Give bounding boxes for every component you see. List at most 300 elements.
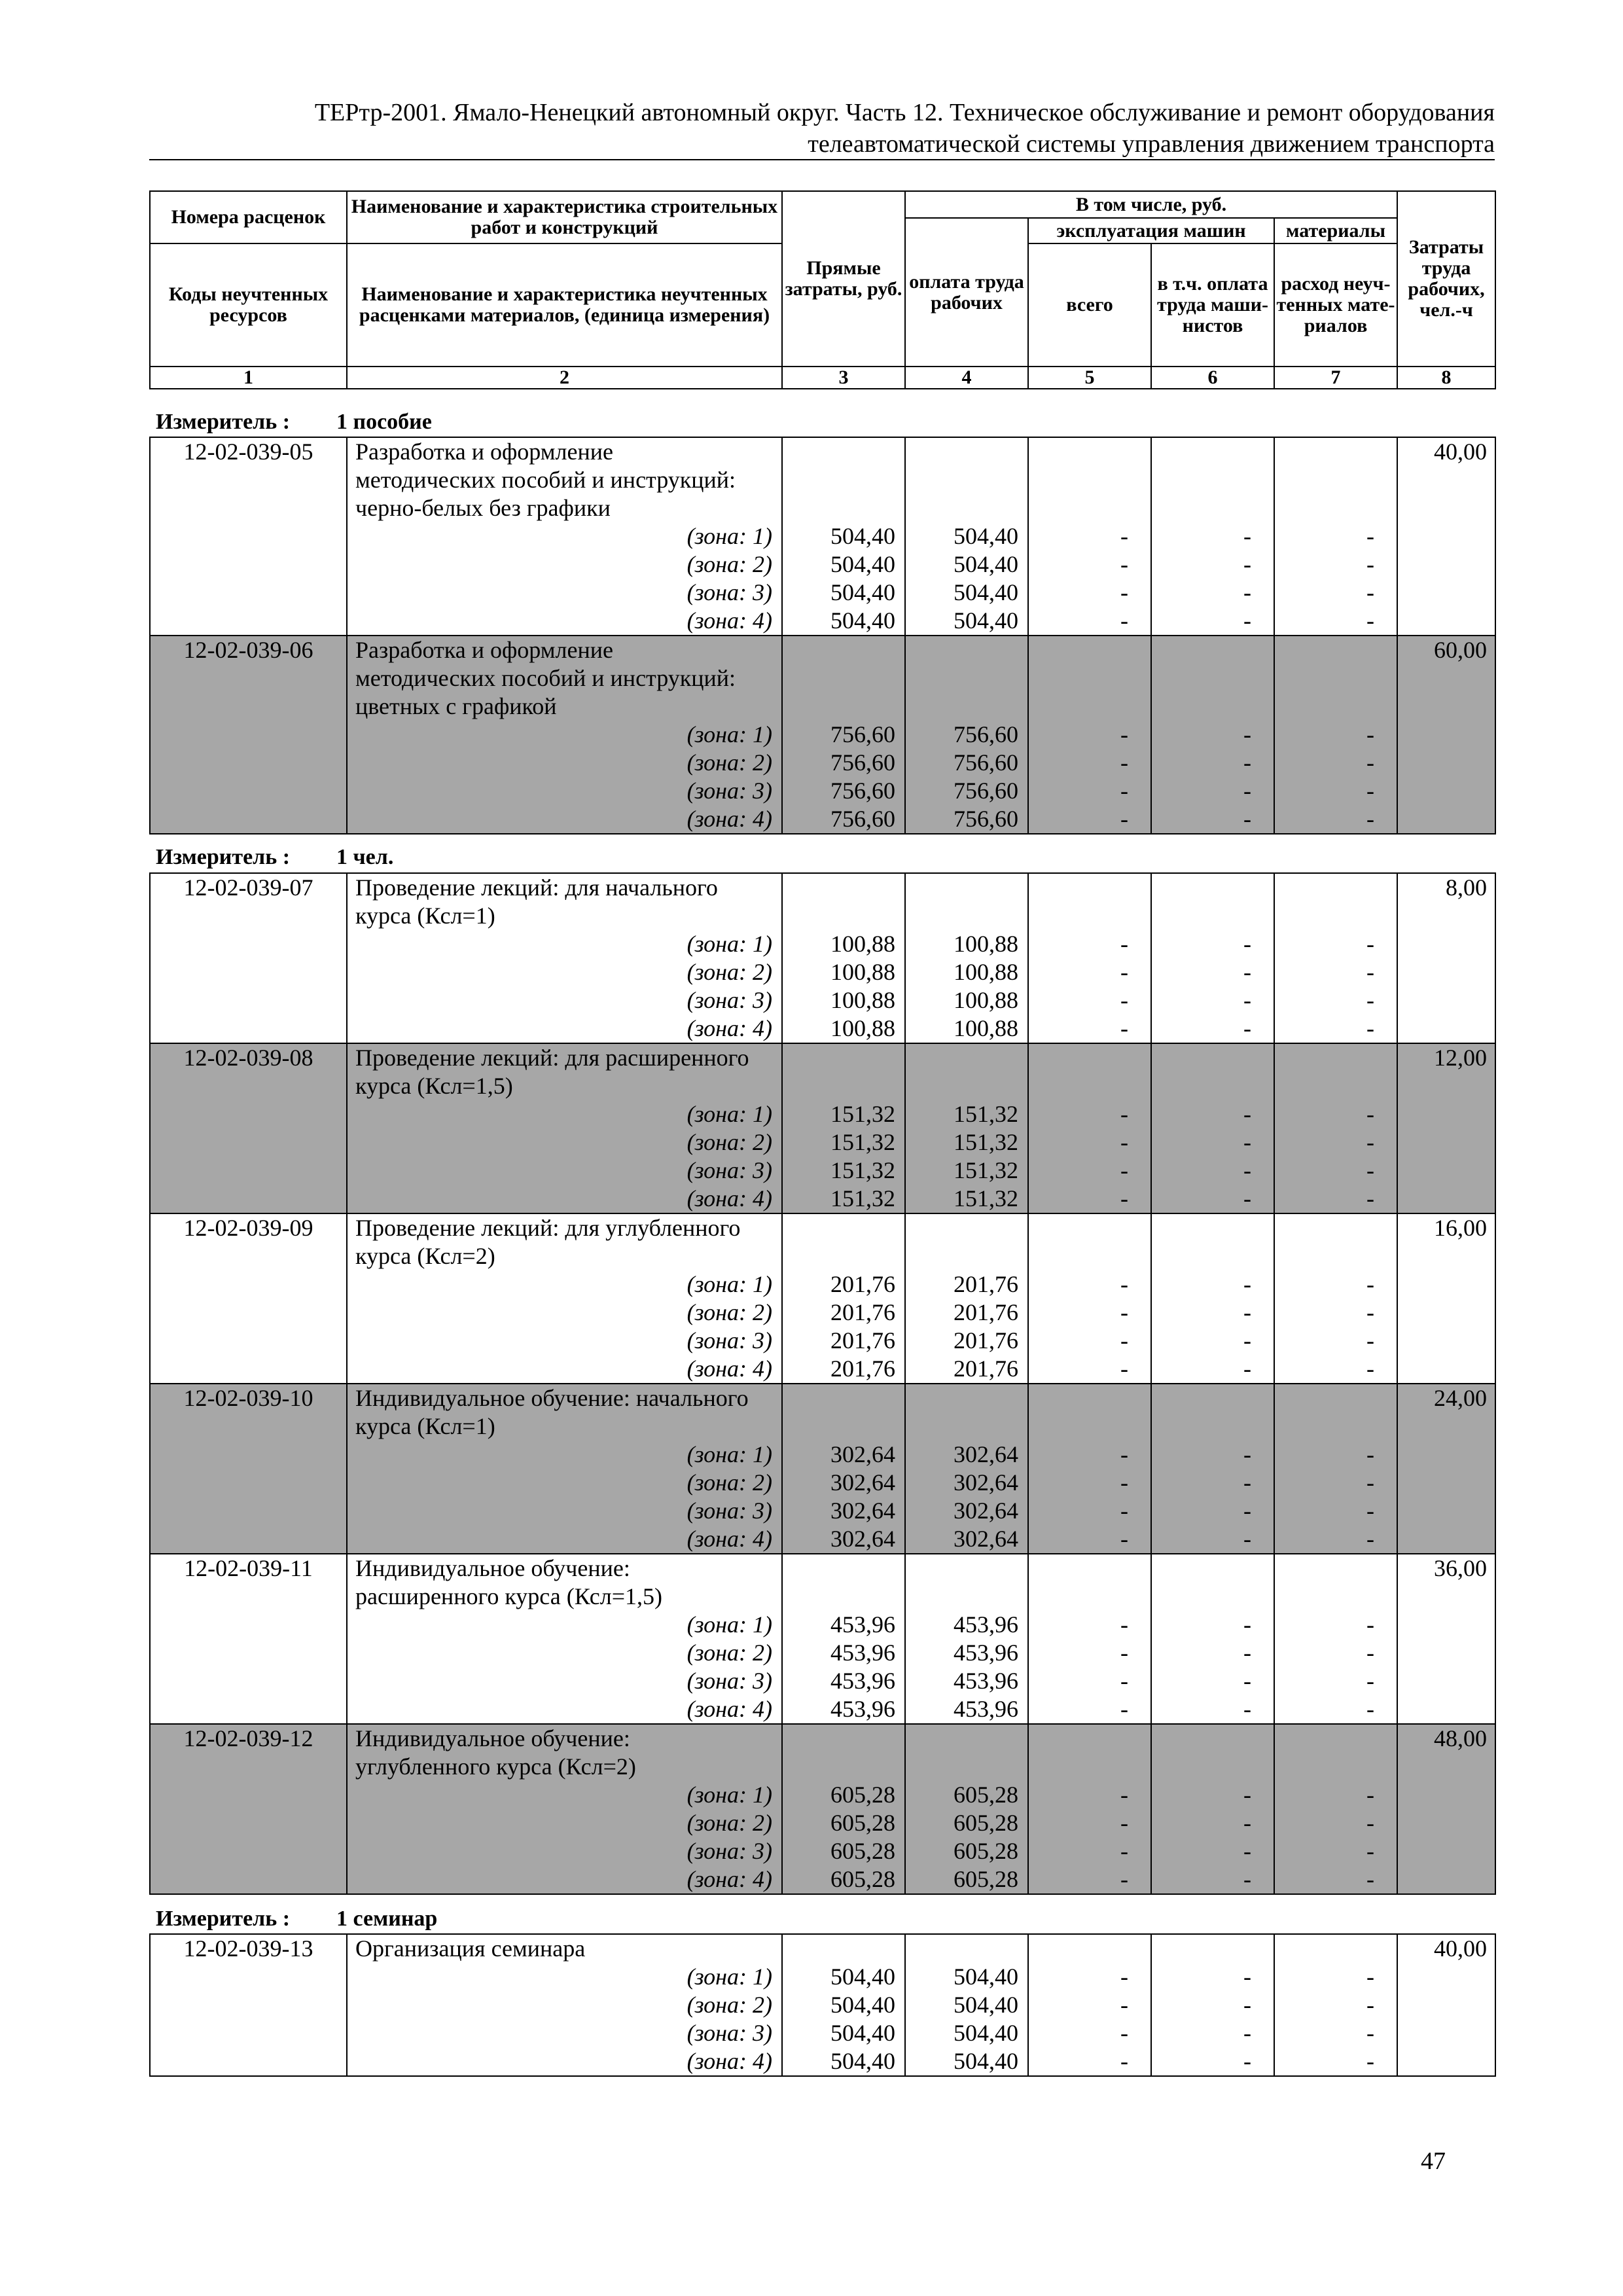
empty-cell	[1397, 1100, 1495, 1128]
zone-label: (зона: 3)	[347, 1837, 782, 1865]
rate-name-line: Индивидуальное обучение:	[347, 1554, 782, 1583]
rate-name-line: Разработка и оформление	[347, 636, 782, 664]
zone-label: (зона: 2)	[347, 550, 782, 579]
materials-cost: -	[1274, 1837, 1397, 1865]
worker-pay: 605,28	[905, 1865, 1028, 1894]
rate-name-line: Организация семинара	[347, 1934, 782, 1963]
table-row	[150, 1157, 1495, 1185]
empty-cell	[1028, 1043, 1151, 1072]
rate-code: 12-02-039-09	[150, 1213, 347, 1242]
zone-label: (зона: 2)	[347, 1639, 782, 1667]
empty-cell	[1274, 664, 1397, 692]
worker-pay: 504,40	[905, 1991, 1028, 2019]
machines-total: -	[1028, 1963, 1151, 1991]
table-row	[150, 1014, 1495, 1043]
empty-cell	[150, 958, 347, 986]
empty-cell	[1397, 1781, 1495, 1809]
empty-cell	[1028, 1753, 1151, 1781]
empty-cell	[150, 1837, 347, 1865]
materials-cost: -	[1274, 2019, 1397, 2047]
empty-cell	[1274, 873, 1397, 902]
materials-cost: -	[1274, 522, 1397, 550]
empty-cell	[782, 902, 905, 930]
zone-label: (зона: 4)	[347, 1525, 782, 1554]
empty-cell	[905, 1072, 1028, 1100]
empty-cell	[1397, 494, 1495, 522]
machines-total: -	[1028, 986, 1151, 1014]
machinist-pay: -	[1151, 1525, 1274, 1554]
empty-cell	[150, 1128, 347, 1157]
materials-cost: -	[1274, 1781, 1397, 1809]
materials-cost: -	[1274, 1355, 1397, 1384]
direct-cost: 756,60	[782, 805, 905, 834]
empty-cell	[905, 1412, 1028, 1441]
materials-cost: -	[1274, 1695, 1397, 1724]
zone-label: (зона: 1)	[347, 721, 782, 749]
empty-cell	[782, 1583, 905, 1611]
machinist-pay: -	[1151, 986, 1274, 1014]
machinist-pay: -	[1151, 1865, 1274, 1894]
labor-cost: 40,00	[1397, 1934, 1495, 1963]
table-row	[150, 437, 1495, 466]
table-row	[150, 1865, 1495, 1894]
direct-cost: 151,32	[782, 1157, 905, 1185]
empty-cell	[1397, 1242, 1495, 1270]
machines-total: -	[1028, 805, 1151, 834]
worker-pay: 100,88	[905, 958, 1028, 986]
empty-cell	[150, 1781, 347, 1809]
machines-total: -	[1028, 1157, 1151, 1185]
table-row	[150, 777, 1495, 805]
worker-pay: 201,76	[905, 1355, 1028, 1384]
empty-cell	[1397, 1270, 1495, 1299]
empty-cell	[150, 607, 347, 636]
empty-cell	[1151, 664, 1274, 692]
empty-cell	[1397, 805, 1495, 834]
empty-cell	[150, 692, 347, 721]
table-row	[150, 1412, 1495, 1441]
zone-label: (зона: 4)	[347, 2047, 782, 2076]
zone-label: (зона: 2)	[347, 749, 782, 777]
direct-cost: 756,60	[782, 721, 905, 749]
table-row	[150, 1384, 1495, 1412]
zone-label: (зона: 2)	[347, 1299, 782, 1327]
empty-cell	[150, 1667, 347, 1695]
empty-cell	[1151, 902, 1274, 930]
machinist-pay: -	[1151, 1497, 1274, 1525]
materials-cost: -	[1274, 1014, 1397, 1043]
col4-header: оплата труда рабочих	[905, 218, 1028, 367]
direct-cost: 453,96	[782, 1667, 905, 1695]
zone-label: (зона: 2)	[347, 958, 782, 986]
measure-label: Измеритель :	[156, 845, 291, 869]
empty-cell	[1274, 636, 1397, 664]
empty-cell	[1028, 1242, 1151, 1270]
empty-cell	[150, 749, 347, 777]
empty-cell	[1397, 749, 1495, 777]
empty-cell	[1397, 1753, 1495, 1781]
table-row	[150, 1781, 1495, 1809]
table-row	[150, 1100, 1495, 1128]
machinist-pay: -	[1151, 1963, 1274, 1991]
table-row	[150, 1469, 1495, 1497]
materials-cost: -	[1274, 721, 1397, 749]
machines-total: -	[1028, 1327, 1151, 1355]
empty-cell	[1397, 664, 1495, 692]
empty-cell	[150, 1753, 347, 1781]
empty-cell	[782, 437, 905, 466]
empty-cell	[782, 1043, 905, 1072]
empty-cell	[905, 1043, 1028, 1072]
empty-cell	[150, 1441, 347, 1469]
table-row	[150, 1299, 1495, 1327]
machinist-pay: -	[1151, 749, 1274, 777]
empty-cell	[1028, 1583, 1151, 1611]
empty-cell	[1397, 1963, 1495, 1991]
empty-cell	[150, 1299, 347, 1327]
table-row	[150, 1837, 1495, 1865]
worker-pay: 100,88	[905, 1014, 1028, 1043]
col6-header: в т.ч. оплата труда маши-нистов	[1151, 243, 1274, 367]
machinist-pay: -	[1151, 777, 1274, 805]
direct-cost: 201,76	[782, 1327, 905, 1355]
machines-total: -	[1028, 1469, 1151, 1497]
machinist-pay: -	[1151, 1355, 1274, 1384]
direct-cost: 151,32	[782, 1185, 905, 1213]
empty-cell	[1151, 1554, 1274, 1583]
col5-header: всего	[1028, 243, 1151, 367]
direct-cost: 201,76	[782, 1299, 905, 1327]
empty-cell	[1397, 1865, 1495, 1894]
table-row	[150, 1753, 1495, 1781]
machinist-pay: -	[1151, 1157, 1274, 1185]
machines-total: -	[1028, 749, 1151, 777]
machines-total: -	[1028, 1695, 1151, 1724]
empty-cell	[150, 466, 347, 494]
empty-cell	[1397, 1497, 1495, 1525]
empty-cell	[1274, 692, 1397, 721]
direct-cost: 504,40	[782, 607, 905, 636]
materials-cost: -	[1274, 1639, 1397, 1667]
labor-cost: 36,00	[1397, 1554, 1495, 1583]
zone-label: (зона: 3)	[347, 1667, 782, 1695]
machines-total: -	[1028, 1809, 1151, 1837]
empty-cell	[1028, 902, 1151, 930]
empty-cell	[1274, 1412, 1397, 1441]
empty-cell	[905, 1554, 1028, 1583]
table-row	[150, 692, 1495, 721]
worker-pay: 756,60	[905, 721, 1028, 749]
rate-name-line: методических пособий и инструкций:	[347, 466, 782, 494]
empty-cell	[150, 986, 347, 1014]
rate-name-line: углубленного курса (Ксл=2)	[347, 1753, 782, 1781]
rate-name-line: расширенного курса (Ксл=1,5)	[347, 1583, 782, 1611]
empty-cell	[150, 1639, 347, 1667]
empty-cell	[782, 1072, 905, 1100]
empty-cell	[1397, 1809, 1495, 1837]
empty-cell	[1397, 1327, 1495, 1355]
worker-pay: 201,76	[905, 1327, 1028, 1355]
machines-total: -	[1028, 721, 1151, 749]
empty-cell	[905, 902, 1028, 930]
direct-cost: 201,76	[782, 1270, 905, 1299]
rates-section-table	[149, 1933, 1496, 2077]
materials-cost: -	[1274, 958, 1397, 986]
rate-name-line: Разработка и оформление	[347, 437, 782, 466]
empty-cell	[1274, 1934, 1397, 1963]
empty-cell	[1397, 1072, 1495, 1100]
included-header: В том числе, руб.	[905, 191, 1397, 218]
zone-label: (зона: 2)	[347, 1809, 782, 1837]
empty-cell	[905, 1242, 1028, 1270]
table-row	[150, 805, 1495, 834]
empty-cell	[150, 1100, 347, 1128]
empty-cell	[905, 873, 1028, 902]
worker-pay: 605,28	[905, 1781, 1028, 1809]
empty-cell	[150, 777, 347, 805]
labor-cost: 8,00	[1397, 873, 1495, 902]
table-row	[150, 1242, 1495, 1270]
direct-cost: 453,96	[782, 1695, 905, 1724]
machinist-pay: -	[1151, 1327, 1274, 1355]
empty-cell	[150, 1497, 347, 1525]
empty-cell	[150, 522, 347, 550]
machines-total: -	[1028, 1270, 1151, 1299]
empty-cell	[1397, 1837, 1495, 1865]
empty-cell	[150, 1611, 347, 1639]
direct-cost: 605,28	[782, 1865, 905, 1894]
zone-label: (зона: 1)	[347, 522, 782, 550]
empty-cell	[1274, 494, 1397, 522]
materials-cost: -	[1274, 550, 1397, 579]
table-row	[150, 1128, 1495, 1157]
empty-cell	[905, 1934, 1028, 1963]
machinist-pay: -	[1151, 1100, 1274, 1128]
col1-top-header: Номера расценок	[150, 191, 347, 243]
materials-cost: -	[1274, 2047, 1397, 2076]
machinist-pay: -	[1151, 550, 1274, 579]
empty-cell	[1397, 1355, 1495, 1384]
col-number: 6	[1151, 367, 1274, 389]
zone-label: (зона: 4)	[347, 1014, 782, 1043]
empty-cell	[1274, 1043, 1397, 1072]
empty-cell	[905, 466, 1028, 494]
rate-name-line: Индивидуальное обучение: начального	[347, 1384, 782, 1412]
materials-cost: -	[1274, 1667, 1397, 1695]
worker-pay: 201,76	[905, 1270, 1028, 1299]
table-row	[150, 466, 1495, 494]
table-row	[150, 1554, 1495, 1583]
table-row	[150, 2047, 1495, 2076]
empty-cell	[1274, 437, 1397, 466]
empty-cell	[1028, 1384, 1151, 1412]
empty-cell	[1028, 636, 1151, 664]
empty-cell	[1397, 550, 1495, 579]
empty-cell	[150, 550, 347, 579]
worker-pay: 151,32	[905, 1128, 1028, 1157]
worker-pay: 151,32	[905, 1185, 1028, 1213]
empty-cell	[782, 1242, 905, 1270]
empty-cell	[150, 1991, 347, 2019]
page-number: 47	[1421, 2147, 1446, 2175]
rate-name-line: методических пособий и инструкций:	[347, 664, 782, 692]
empty-cell	[150, 1327, 347, 1355]
measure-unit: 1 чел.	[336, 845, 394, 869]
col7-header: расход неуч-тенных мате-риалов	[1274, 243, 1397, 367]
rate-name-line: курса (Ксл=1)	[347, 902, 782, 930]
direct-cost: 504,40	[782, 2047, 905, 2076]
worker-pay: 453,96	[905, 1611, 1028, 1639]
zone-label: (зона: 1)	[347, 1100, 782, 1128]
machinist-pay: -	[1151, 958, 1274, 986]
col-number: 5	[1028, 367, 1151, 389]
machines-total: -	[1028, 522, 1151, 550]
running-header-line2: телеавтоматической системы управления движением транспорта	[808, 130, 1495, 158]
zone-label: (зона: 1)	[347, 1963, 782, 1991]
zone-label: (зона: 1)	[347, 1611, 782, 1639]
zone-label: (зона: 3)	[347, 579, 782, 607]
empty-cell	[1151, 1043, 1274, 1072]
direct-cost: 100,88	[782, 958, 905, 986]
empty-cell	[1028, 1724, 1151, 1753]
empty-cell	[150, 1695, 347, 1724]
col-number: 3	[782, 367, 905, 389]
empty-cell	[150, 902, 347, 930]
empty-cell	[1274, 902, 1397, 930]
table-row	[150, 1525, 1495, 1554]
direct-cost: 151,32	[782, 1128, 905, 1157]
rate-code: 12-02-039-12	[150, 1724, 347, 1753]
empty-cell	[1028, 692, 1151, 721]
empty-cell	[782, 1384, 905, 1412]
empty-cell	[782, 1934, 905, 1963]
machines-total: -	[1028, 1837, 1151, 1865]
machinist-pay: -	[1151, 522, 1274, 550]
empty-cell	[1274, 466, 1397, 494]
empty-cell	[1397, 1695, 1495, 1724]
machinist-pay: -	[1151, 1991, 1274, 2019]
direct-cost: 453,96	[782, 1611, 905, 1639]
empty-cell	[150, 1270, 347, 1299]
empty-cell	[1151, 1072, 1274, 1100]
table-row	[150, 1043, 1495, 1072]
worker-pay: 756,60	[905, 749, 1028, 777]
empty-cell	[1274, 1242, 1397, 1270]
materials-cost: -	[1274, 749, 1397, 777]
empty-cell	[1397, 1412, 1495, 1441]
table-row	[150, 1355, 1495, 1384]
worker-pay: 151,32	[905, 1100, 1028, 1128]
empty-cell	[150, 579, 347, 607]
materials-cost: -	[1274, 1525, 1397, 1554]
empty-cell	[905, 437, 1028, 466]
rate-name-line: Проведение лекций: для начального	[347, 873, 782, 902]
measure-unit: 1 пособие	[336, 410, 432, 434]
empty-cell	[1028, 1412, 1151, 1441]
direct-cost: 302,64	[782, 1441, 905, 1469]
rate-code: 12-02-039-08	[150, 1043, 347, 1072]
machines-total: -	[1028, 777, 1151, 805]
table-row	[150, 1583, 1495, 1611]
empty-cell	[1028, 1554, 1151, 1583]
direct-cost: 504,40	[782, 522, 905, 550]
zone-label: (зона: 3)	[347, 1497, 782, 1525]
worker-pay: 504,40	[905, 2047, 1028, 2076]
worker-pay: 302,64	[905, 1469, 1028, 1497]
empty-cell	[150, 1525, 347, 1554]
direct-cost: 453,96	[782, 1639, 905, 1667]
rate-code: 12-02-039-06	[150, 636, 347, 664]
empty-cell	[1397, 579, 1495, 607]
machinist-pay: -	[1151, 607, 1274, 636]
machines-total: -	[1028, 930, 1151, 958]
empty-cell	[1151, 494, 1274, 522]
table-row	[150, 1611, 1495, 1639]
table-row	[150, 1213, 1495, 1242]
materials-cost: -	[1274, 1441, 1397, 1469]
zone-label: (зона: 2)	[347, 1128, 782, 1157]
empty-cell	[1151, 1242, 1274, 1270]
machinist-pay: -	[1151, 1270, 1274, 1299]
worker-pay: 504,40	[905, 522, 1028, 550]
empty-cell	[1397, 522, 1495, 550]
materials-cost: -	[1274, 1327, 1397, 1355]
zone-label: (зона: 4)	[347, 805, 782, 834]
machinist-pay: -	[1151, 2019, 1274, 2047]
zone-label: (зона: 3)	[347, 986, 782, 1014]
table-row	[150, 1695, 1495, 1724]
empty-cell	[150, 1014, 347, 1043]
rates-section-table	[149, 437, 1496, 834]
materials-cost: -	[1274, 1865, 1397, 1894]
col-number: 2	[347, 367, 782, 389]
empty-cell	[1274, 1753, 1397, 1781]
direct-cost: 302,64	[782, 1469, 905, 1497]
table-row	[150, 494, 1495, 522]
empty-cell	[1028, 466, 1151, 494]
empty-cell	[782, 1753, 905, 1781]
labor-cost: 60,00	[1397, 636, 1495, 664]
zone-label: (зона: 3)	[347, 777, 782, 805]
table-row	[150, 1963, 1495, 1991]
empty-cell	[1028, 1072, 1151, 1100]
table-row	[150, 1441, 1495, 1469]
machines-total: -	[1028, 1441, 1151, 1469]
empty-cell	[1397, 902, 1495, 930]
empty-cell	[150, 1412, 347, 1441]
col-number: 8	[1397, 367, 1495, 389]
empty-cell	[1397, 1469, 1495, 1497]
empty-cell	[150, 1809, 347, 1837]
empty-cell	[782, 1412, 905, 1441]
empty-cell	[1397, 1525, 1495, 1554]
empty-cell	[1151, 1724, 1274, 1753]
labor-cost: 12,00	[1397, 1043, 1495, 1072]
table-row	[150, 1327, 1495, 1355]
direct-cost: 605,28	[782, 1809, 905, 1837]
empty-cell	[1397, 930, 1495, 958]
machinist-pay: -	[1151, 1128, 1274, 1157]
materials-cost: -	[1274, 1157, 1397, 1185]
machinist-pay: -	[1151, 1837, 1274, 1865]
zone-label: (зона: 2)	[347, 1991, 782, 2019]
worker-pay: 605,28	[905, 1809, 1028, 1837]
empty-cell	[1397, 986, 1495, 1014]
worker-pay: 605,28	[905, 1837, 1028, 1865]
empty-cell	[150, 1242, 347, 1270]
zone-label: (зона: 1)	[347, 1441, 782, 1469]
empty-cell	[1397, 2019, 1495, 2047]
